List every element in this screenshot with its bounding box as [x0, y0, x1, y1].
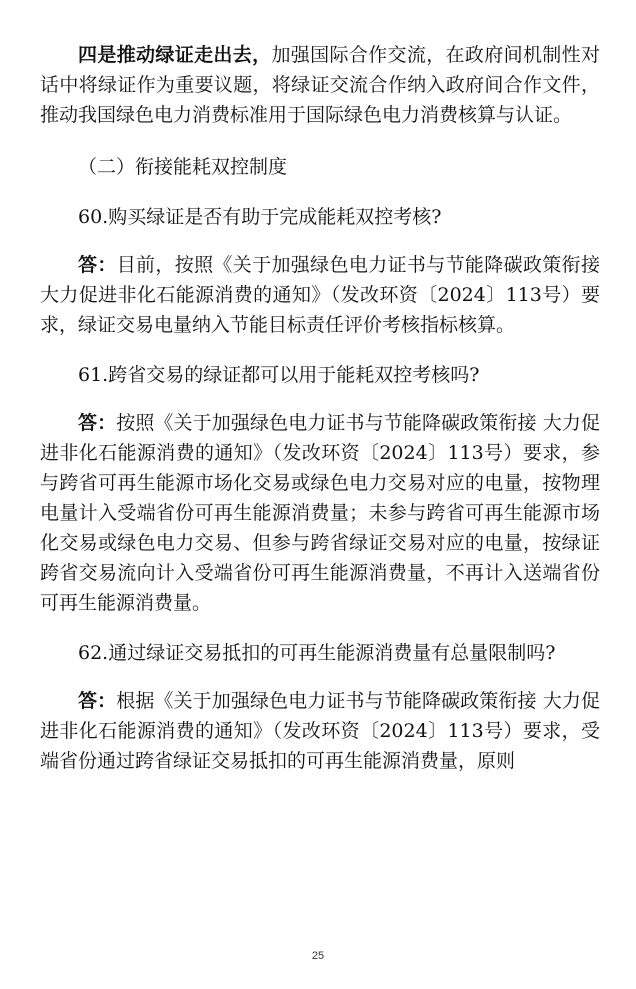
- question-61: 61.跨省交易的绿证都可以用于能耗双控考核吗?: [78, 364, 480, 386]
- intro-paragraph: [40, 40, 600, 130]
- answer-label: 答：: [78, 412, 117, 434]
- intro-body: 加强国际合作交流，在政府间机制性对话中将绿证作为重要议题，将绿证交流合作纳入政府间合作文件，推动我国绿色电力消费标准用于国际绿色电力消费核算与认证。: [40, 44, 600, 126]
- question-62: 62.通过绿证交易抵扣的可再生能源消费量有总量限制吗?: [78, 642, 556, 664]
- answer-text: 根据《关于加强绿色电力证书与节能降碳政策衔接 大力促进非化石能源消费的通知》（发改环资〔2024〕113号）要求，受端省份通过跨省绿证交易抵扣的可再生能源消费量，原则: [40, 690, 600, 772]
- answer-60: [40, 250, 600, 340]
- intro-lead: 四是推动绿证走出去，: [78, 44, 272, 66]
- question-60: 60.购买绿证是否有助于完成能耗双控考核?: [78, 206, 442, 228]
- section-heading: （二）衔接能耗双控制度: [78, 156, 288, 178]
- document-page: [40, 32, 600, 776]
- answer-text: 按照《关于加强绿色电力证书与节能降碳政策衔接 大力促进非化石能源消费的通知》（发改环资〔2024〕113号）要求，参与跨省可再生能源市场化交易或绿色电力交易对应的电量，按物理电量计入受端省份可再生能源消费量；未参与跨省可再生能源市场化交易或绿色电力交易、但参与跨省绿证交易对应的电量，按绿证跨省交易流向计入受端省份可再生能源消费量，不再计入送端省份可再生能源消费量。: [40, 412, 600, 614]
- answer-62: [40, 686, 600, 776]
- answer-61: [40, 408, 600, 618]
- page-number: 25: [311, 950, 325, 962]
- answer-text: 目前，按照《关于加强绿色电力证书与节能降碳政策衔接 大力促进非化石能源消费的通知》（发改环资〔2024〕113号）要求，绿证交易电量纳入节能目标责任评价考核指标核算。: [40, 254, 600, 336]
- answer-label: 答：: [78, 254, 117, 276]
- answer-label: 答：: [78, 690, 117, 712]
